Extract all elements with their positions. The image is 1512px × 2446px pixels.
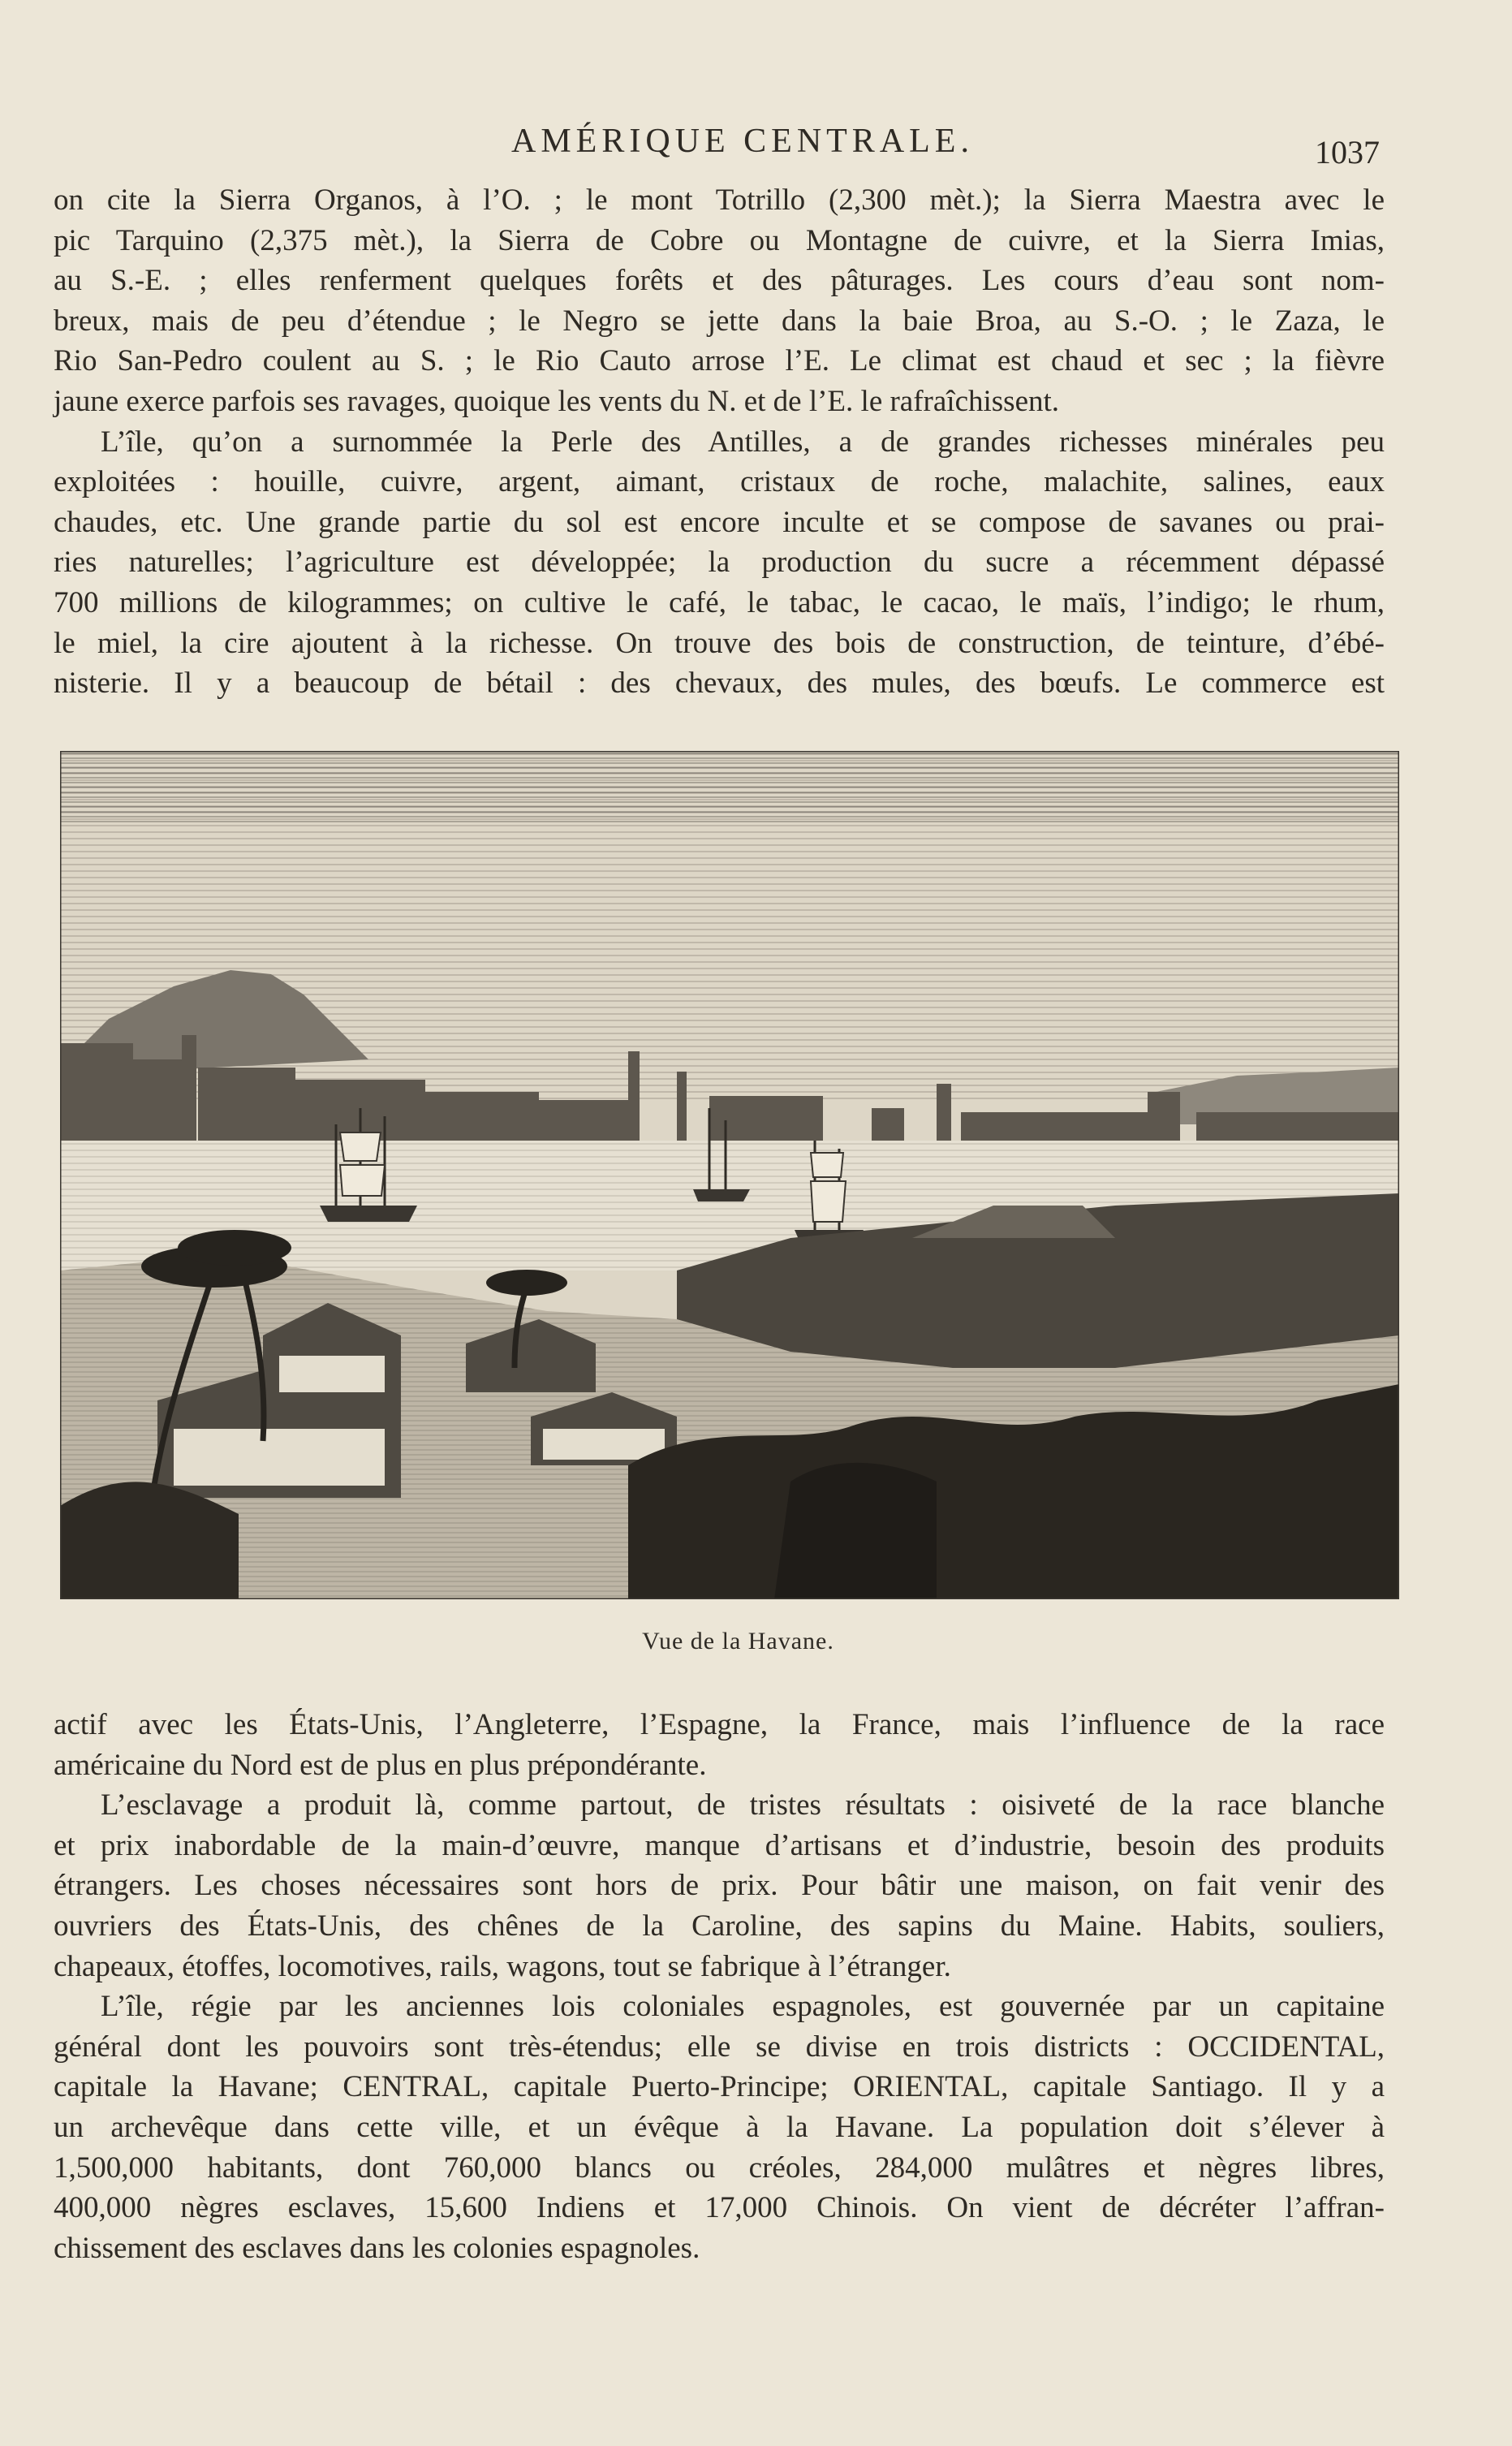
caption-text: Vue de la Havane. [642, 1628, 834, 1654]
text-line: L’île, qu’on a surnommée la Perle des Antilles, a de grandes richesses minérales peu [101, 425, 1385, 459]
text-line: ouvriers des États-Unis, des chênes de la Caroline, des sapins du Maine. Habits, souliers, [54, 1909, 1385, 1943]
text-line: étrangers. Les choses nécessaires sont hors de prix. Pour bâtir une maison, on fait venir des [54, 1869, 1385, 1903]
text-line: chaudes, etc. Une grande partie du sol est encore inculte et se compose de savanes ou prai- [54, 505, 1385, 539]
text-line: le miel, la cire ajoutent à la richesse. On trouve des bois de construction, de teinture, d’ébé- [54, 626, 1385, 660]
text-line: un archevêque dans cette ville, et un évêque à la Havane. La population doit s’élever à [54, 2110, 1385, 2144]
paragraph-resources [54, 422, 1385, 704]
text-line: jaune exerce parfois ses ravages, quoique les vents du N. et de l’E. le rafraîchissent. [54, 384, 1060, 418]
text-line: L’île, régie par les anciennes lois coloniales espagnoles, est gouvernée par un capitaine [101, 1990, 1385, 2024]
text-line: chissement des esclaves dans les colonies espagnoles. [54, 2231, 700, 2265]
page-number: 1037 [1315, 134, 1380, 170]
paragraph-slavery [54, 1785, 1385, 1987]
text-line: nisterie. Il y a beaucoup de bétail : des chevaux, des mules, des bœufs. Le commerce est [54, 667, 1385, 701]
text-line: pic Tarquino (2,375 mèt.), la Sierra de Cobre ou Montagne de cuivre, et la Sierra Imias, [54, 223, 1385, 257]
text-line: américaine du Nord est de plus en plus prépondérante. [54, 1748, 707, 1782]
text-line: et prix inabordable de la main-d’œuvre, manque d’artisans et d’industrie, besoin des produits [54, 1828, 1385, 1862]
figure-caption [0, 1628, 1512, 1655]
paragraph-geography [54, 180, 1385, 422]
text-line: ries naturelles; l’agriculture est développée; la production du sucre a récemment dépassé [54, 546, 1385, 580]
text-line: 700 millions de kilogrammes; on cultive le café, le tabac, le cacao, le maïs, l’indigo; le rhum, [54, 585, 1385, 619]
top-text-block [54, 180, 1385, 704]
text-line: exploitées : houille, cuivre, argent, aimant, cristaux de roche, malachite, salines, eaux [54, 465, 1385, 499]
text-line: au S.-E. ; elles renferment quelques forêts et des pâturages. Les cours d’eau sont nom- [54, 264, 1385, 298]
text-line: 400,000 nègres esclaves, 15,600 Indiens et 17,000 Chinois. On vient de décréter l’affran- [54, 2191, 1385, 2225]
text-line: général dont les pouvoirs sont très-étendus; elle se divise en trois districts : OCCIDENTAL, [54, 2030, 1385, 2064]
running-head [0, 122, 1512, 170]
engraving-view-of-havana [60, 751, 1399, 1599]
text-line: on cite la Sierra Organos, à l’O. ; le mont Totrillo (2,300 mèt.); la Sierra Maestra avec le [54, 183, 1385, 217]
engraving-illustration [60, 751, 1399, 1599]
text-line: Rio San-Pedro coulent au S. ; le Rio Cauto arrose l’E. Le climat est chaud et sec ; la fièvre [54, 344, 1385, 378]
text-line: breux, mais de peu d’étendue ; le Negro se jette dans la baie Broa, au S.-O. ; le Zaza, le [54, 304, 1385, 338]
text-line: L’esclavage a produit là, comme partout, de tristes résultats : oisiveté de la race blanche [101, 1788, 1385, 1823]
paragraph-administration [54, 1987, 1385, 2268]
text-line: chapeaux, étoffes, locomotives, rails, wagons, tout se fabrique à l’étranger. [54, 1949, 951, 1983]
paragraph-commerce [54, 1705, 1385, 1785]
text-line: capitale la Havane; CENTRAL, capitale Puerto-Principe; ORIENTAL, capitale Santiago. Il y a [54, 2070, 1385, 2104]
text-line: 1,500,000 habitants, dont 760,000 blancs ou créoles, 284,000 mulâtres et nègres libres, [54, 2150, 1385, 2185]
running-title: AMÉRIQUE CENTRALE. [511, 123, 974, 160]
bottom-text-block [54, 1705, 1385, 2268]
text-line: actif avec les États-Unis, l’Angleterre, l’Espagne, la France, mais l’influence de la race [54, 1708, 1385, 1741]
